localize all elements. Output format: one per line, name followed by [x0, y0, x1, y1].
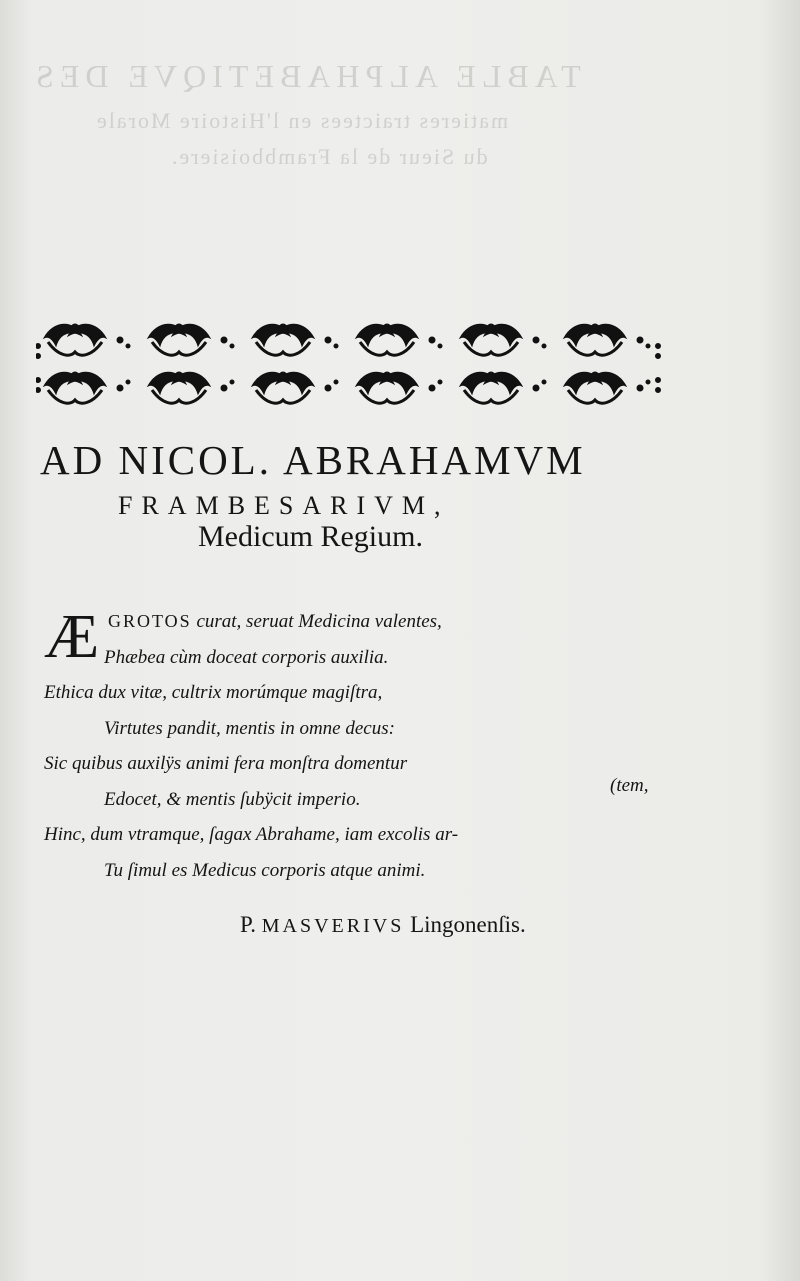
- drop-capital: Æ: [44, 603, 100, 671]
- heading-line-3: Medicum Regium.: [198, 520, 423, 553]
- bleed-through-text: TABLE ALPHABETIQVE DES: [30, 58, 581, 94]
- poem-line: Virtutes pandit, mentis in omne decus:: [104, 717, 395, 739]
- signature: [240, 912, 526, 938]
- signature-initial: P.: [240, 912, 256, 937]
- ornament-band: [36, 316, 662, 412]
- dedicatory-poem: [44, 604, 684, 888]
- poem-turnover: (tem,: [610, 775, 649, 796]
- poem-first-word: GROTOS: [108, 611, 192, 631]
- heading-line-2: FRAMBESARIVM,: [118, 491, 450, 520]
- signature-name: MASVERIVS: [261, 915, 405, 937]
- poem-line: Hinc, dum vtramque, ſagax Abrahame, iam excolis ar-: [44, 824, 459, 845]
- bleed-through-text: du Sieur de la Frambboisiere.: [170, 144, 488, 169]
- poem-line: Sic quibus auxilÿs animi fera monſtra domentur: [44, 753, 408, 774]
- heading-line-1: AD NICOL. ABRAHAMVM: [40, 437, 586, 483]
- poem-first-rest: curat, seruat Medicina valentes,: [191, 611, 442, 632]
- bleed-through-text: matieres traictees en l'Histoire Morale: [95, 108, 509, 133]
- poem-line: Phæbea cùm doceat corporis auxilia.: [104, 646, 389, 668]
- signature-place: Lingonenſis.: [410, 912, 526, 937]
- poem-line: Tu ſimul es Medicus corporis atque animi.: [104, 859, 426, 881]
- poem-line: Ethica dux vitæ, cultrix morúmque magiſtra,: [44, 682, 383, 703]
- poem-line-1: [44, 604, 684, 640]
- poem-line: Edocet, & mentis ſubÿcit imperio.: [104, 788, 361, 810]
